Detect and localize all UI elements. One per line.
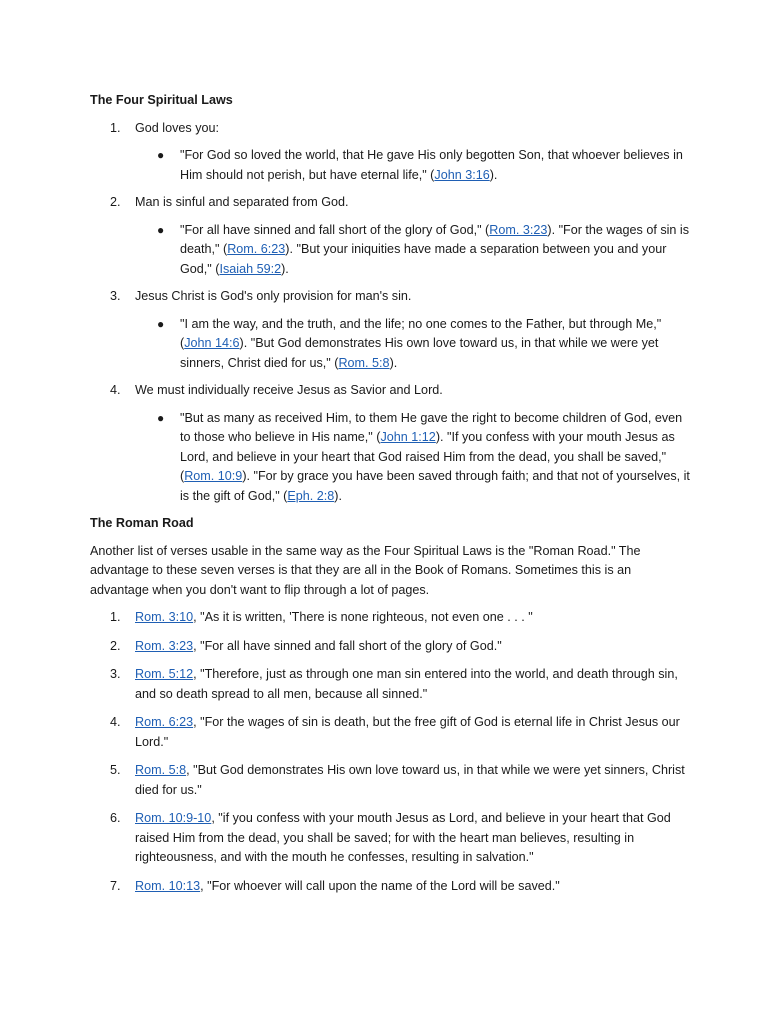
bullet-icon: ●: [157, 410, 165, 425]
verse-text: ). "But your iniquities have made a separation between you and your God," (: [180, 242, 667, 276]
bullet-icon: ●: [157, 222, 165, 237]
scripture-link[interactable]: John 14:6: [184, 336, 240, 350]
roman-road-list: [90, 608, 690, 896]
law-item: [90, 193, 690, 213]
bullet-icon: ●: [157, 316, 165, 331]
scripture-link[interactable]: Rom. 5:12: [135, 667, 194, 681]
scripture-link[interactable]: Rom. 3:23: [135, 638, 194, 653]
roman-road-item: [90, 608, 690, 628]
law-number: 2.: [110, 195, 121, 209]
law-title: God loves you:: [135, 120, 220, 135]
verse-text: ).: [389, 355, 398, 370]
verse-text: ). "For by grace you have been saved through faith; and that not of yourselves, it is the gift of God," (: [180, 469, 690, 503]
scripture-link[interactable]: Isaiah 59:2: [219, 261, 282, 276]
road-number: 4.: [110, 715, 121, 729]
road-number: 3.: [110, 667, 121, 681]
scripture-link[interactable]: John 3:16: [434, 167, 490, 182]
roman-road-item: [90, 665, 690, 704]
law-title: Jesus Christ is God's only provision for man's sin.: [135, 289, 412, 303]
scripture-link[interactable]: Eph. 2:8: [287, 488, 335, 503]
law-item: [90, 381, 690, 401]
verse-text: ).: [334, 488, 342, 503]
road-number: 6.: [110, 811, 121, 825]
scripture-link[interactable]: Rom. 10:9-10: [135, 811, 212, 825]
roman-road-item: [90, 761, 690, 800]
verse-text: "I am the way, and the truth, and the life; no one comes to the Father, but through Me," (: [180, 316, 662, 350]
scripture-link[interactable]: Rom. 10:9: [184, 469, 243, 483]
law-item: [90, 119, 690, 139]
law-number: 4.: [110, 383, 121, 397]
verse-text: , "Therefore, just as through one man sin entered into the world, and death through sin, and so death spread to all men, because all sinned.": [135, 667, 678, 701]
law-verse-bullet: [90, 146, 690, 185]
verse-text: , "For the wages of sin is death, but the free gift of God is eternal life in Christ Jesus our Lord.": [135, 715, 680, 749]
scripture-link[interactable]: Rom. 5:8: [135, 763, 187, 777]
bullet-icon: ●: [157, 148, 165, 162]
verse-text: "But as many as received Him, to them He gave the right to become children of God, even to those who believe in His name," (: [180, 410, 683, 444]
roman-road-heading: The Roman Road: [90, 516, 194, 530]
road-number: 5.: [110, 763, 121, 777]
road-number: 2.: [110, 638, 121, 653]
verse-text: , "if you confess with your mouth Jesus as Lord, and believe in your heart that God raised Him from the dead, you shall be saved; for with the heart man believes, resulting in righteousness, and with the mouth he confesses, resulting in salvation.": [135, 811, 671, 864]
law-verse-bullet: [90, 409, 690, 507]
verse-text: ).: [281, 261, 289, 276]
law-number: 1.: [110, 120, 121, 135]
road-number: 7.: [110, 878, 121, 893]
scripture-link[interactable]: Rom. 10:13: [135, 878, 201, 893]
roman-road-item: [90, 877, 690, 897]
law-number: 3.: [110, 289, 121, 303]
verse-text: ). "If you confess with your mouth Jesus as Lord, and believe in your heart that God raised Him from the dead, you shall be saved," (: [180, 430, 675, 483]
four-laws-heading: The Four Spiritual Laws: [90, 93, 233, 107]
roman-road-item: [90, 637, 690, 657]
four-laws-list: [90, 119, 690, 507]
roman-road-item: [90, 713, 690, 752]
verse-text: , "But God demonstrates His own love toward us, in that while we were yet sinners, Christ died for us.": [135, 763, 685, 797]
law-item: [90, 287, 690, 307]
law-verse-bullet: [90, 315, 690, 374]
scripture-link[interactable]: Rom. 3:23: [489, 222, 548, 237]
road-number: 1.: [110, 610, 121, 624]
verse-text: ).: [489, 167, 498, 182]
scripture-link[interactable]: John 1:12: [380, 430, 436, 444]
scripture-link[interactable]: Rom. 3:10: [135, 610, 194, 624]
document-page: [90, 91, 690, 905]
roman-road-item: [90, 809, 690, 868]
verse-text: , "For whoever will call upon the name of the Lord will be saved.": [200, 878, 560, 893]
law-verse-bullet: [90, 221, 690, 280]
verse-text: "For God so loved the world, that He gave His only begotten Son, that whoever believes in Him should not perish, but have eternal life," (: [180, 148, 683, 182]
scripture-link[interactable]: Rom. 5:8: [338, 355, 390, 370]
scripture-link[interactable]: Rom. 6:23: [135, 715, 194, 729]
scripture-link[interactable]: Rom. 6:23: [227, 242, 286, 256]
verse-text: ). "But God demonstrates His own love toward us, in that while we were yet sinners, Christ died for us," (: [180, 336, 659, 370]
roman-road-intro: Another list of verses usable in the same way as the Four Spiritual Laws is the "Roman Road." The advantage to these seven verses is that they are all in the Book of Romans. Sometimes this is an advantage when you don't want to flip through a lot of pages.: [90, 543, 641, 597]
verse-text: "For all have sinned and fall short of the glory of God," (: [180, 222, 490, 237]
verse-text: , "As it is written, 'There is none righteous, not even one . . . ": [193, 610, 533, 624]
law-title: We must individually receive Jesus as Savior and Lord.: [135, 383, 443, 397]
verse-text: ). "For the wages of sin is death," (: [180, 222, 690, 256]
law-title: Man is sinful and separated from God.: [135, 195, 349, 209]
verse-text: , "For all have sinned and fall short of the glory of God.": [193, 638, 502, 653]
